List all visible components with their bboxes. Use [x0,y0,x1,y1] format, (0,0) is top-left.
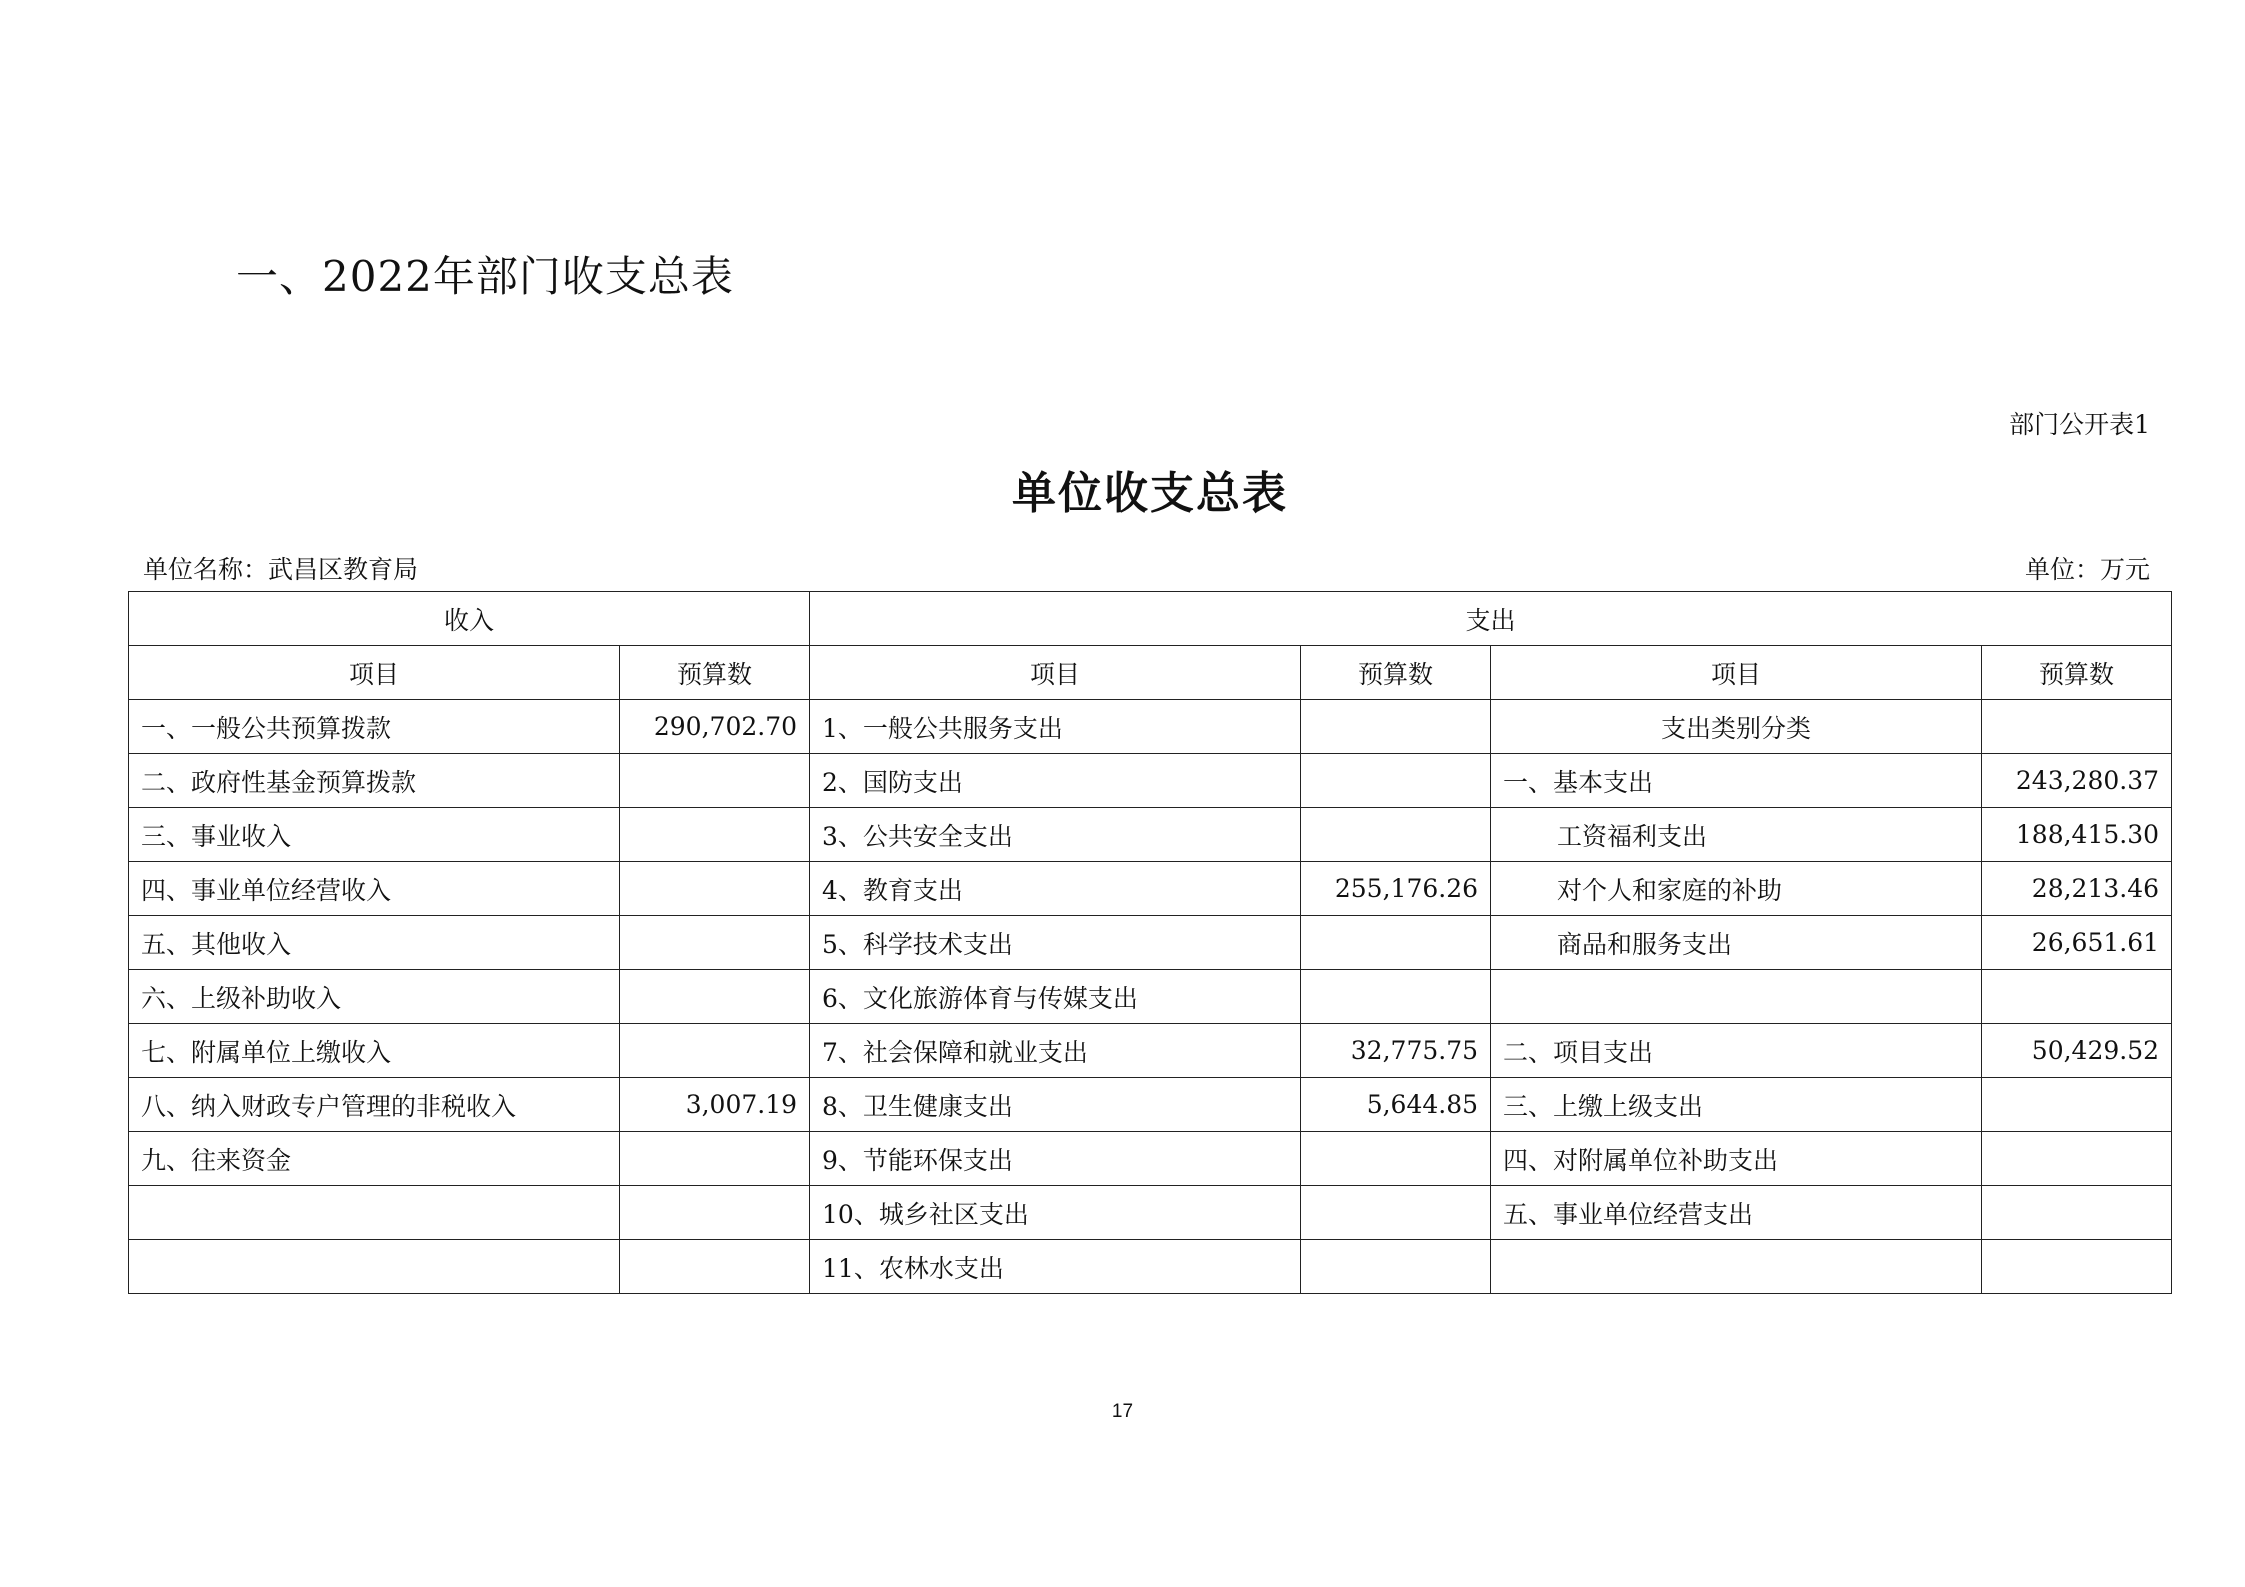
function-item-cell: 4、教育支出 [810,862,1301,916]
section-heading: 一、2022年部门收支总表 [236,252,734,301]
expense-header: 支出 [810,592,2172,646]
income-amount-cell [620,1024,810,1078]
function-amount-cell [1301,970,1491,1024]
column-header: 预算数 [1301,646,1491,700]
category-amount-cell: 26,651.61 [1982,916,2172,970]
category-amount-cell [1982,1132,2172,1186]
category-amount-cell [1982,1240,2172,1294]
category-item-cell: 四、对附属单位补助支出 [1491,1132,1982,1186]
function-amount-cell [1301,754,1491,808]
category-amount-cell [1982,1186,2172,1240]
income-item-cell [129,1186,620,1240]
income-amount-cell [620,970,810,1024]
category-item-cell: 支出类别分类 [1491,700,1982,754]
category-item-cell: 五、事业单位经营支出 [1491,1186,1982,1240]
column-header: 预算数 [620,646,810,700]
function-item-cell: 3、公共安全支出 [810,808,1301,862]
function-amount-cell: 255,176.26 [1301,862,1491,916]
income-amount-cell [620,862,810,916]
income-item-cell: 三、事业收入 [129,808,620,862]
table-row [129,1186,2172,1240]
table-column-header-row [129,646,2172,700]
table-row [129,916,2172,970]
column-header: 项目 [810,646,1301,700]
function-item-cell: 10、城乡社区支出 [810,1186,1301,1240]
table-row [129,1240,2172,1294]
function-amount-cell: 5,644.85 [1301,1078,1491,1132]
table-title: 单位收支总表 [1012,468,1288,519]
income-item-cell: 八、纳入财政专户管理的非税收入 [129,1078,620,1132]
income-item-cell: 九、往来资金 [129,1132,620,1186]
income-amount-cell: 290,702.70 [620,700,810,754]
column-header: 项目 [129,646,620,700]
table-row [129,970,2172,1024]
category-item-cell: 三、上缴上级支出 [1491,1078,1982,1132]
income-item-cell: 七、附属单位上缴收入 [129,1024,620,1078]
page-number: 17 [1111,1401,1134,1422]
category-item-cell: 一、基本支出 [1491,754,1982,808]
category-amount-cell: 50,429.52 [1982,1024,2172,1078]
budget-summary-table [128,591,2172,1294]
form-number: 部门公开表1 [2009,410,2150,439]
column-header: 预算数 [1982,646,2172,700]
function-amount-cell [1301,808,1491,862]
income-header: 收入 [129,592,810,646]
income-amount-cell [620,1132,810,1186]
table-row [129,700,2172,754]
income-amount-cell: 3,007.19 [620,1078,810,1132]
column-header: 项目 [1491,646,1982,700]
income-item-cell [129,1240,620,1294]
category-item-cell: 工资福利支出 [1491,808,1982,862]
category-amount-cell [1982,1078,2172,1132]
table-row [129,862,2172,916]
income-amount-cell [620,754,810,808]
category-amount-cell: 28,213.46 [1982,862,2172,916]
category-item-cell: 二、项目支出 [1491,1024,1982,1078]
unit-label: 单位：万元 [2024,555,2150,584]
category-amount-cell: 188,415.30 [1982,808,2172,862]
table-row [129,754,2172,808]
category-item-cell [1491,970,1982,1024]
function-amount-cell: 32,775.75 [1301,1024,1491,1078]
table-row [129,1132,2172,1186]
category-item-cell: 对个人和家庭的补助 [1491,862,1982,916]
income-amount-cell [620,916,810,970]
function-item-cell: 5、科学技术支出 [810,916,1301,970]
table-group-header-row [129,592,2172,646]
function-amount-cell [1301,1132,1491,1186]
category-amount-cell: 243,280.37 [1982,754,2172,808]
function-item-cell: 9、节能环保支出 [810,1132,1301,1186]
function-item-cell: 2、国防支出 [810,754,1301,808]
category-item-cell [1491,1240,1982,1294]
function-item-cell: 7、社会保障和就业支出 [810,1024,1301,1078]
function-item-cell: 1、一般公共服务支出 [810,700,1301,754]
function-item-cell: 6、文化旅游体育与传媒支出 [810,970,1301,1024]
income-amount-cell [620,808,810,862]
income-item-cell: 五、其他收入 [129,916,620,970]
function-amount-cell [1301,1240,1491,1294]
function-item-cell: 8、卫生健康支出 [810,1078,1301,1132]
income-item-cell: 六、上级补助收入 [129,970,620,1024]
function-amount-cell [1301,916,1491,970]
income-amount-cell [620,1240,810,1294]
income-item-cell: 二、政府性基金预算拨款 [129,754,620,808]
table-row [129,1024,2172,1078]
function-amount-cell [1301,1186,1491,1240]
table-row [129,808,2172,862]
function-amount-cell [1301,700,1491,754]
income-item-cell: 四、事业单位经营收入 [129,862,620,916]
category-amount-cell [1982,700,2172,754]
category-item-cell: 商品和服务支出 [1491,916,1982,970]
income-item-cell: 一、一般公共预算拨款 [129,700,620,754]
category-amount-cell [1982,970,2172,1024]
unit-name: 单位名称：武昌区教育局 [143,555,419,584]
table-row [129,1078,2172,1132]
function-item-cell: 11、农林水支出 [810,1240,1301,1294]
income-amount-cell [620,1186,810,1240]
